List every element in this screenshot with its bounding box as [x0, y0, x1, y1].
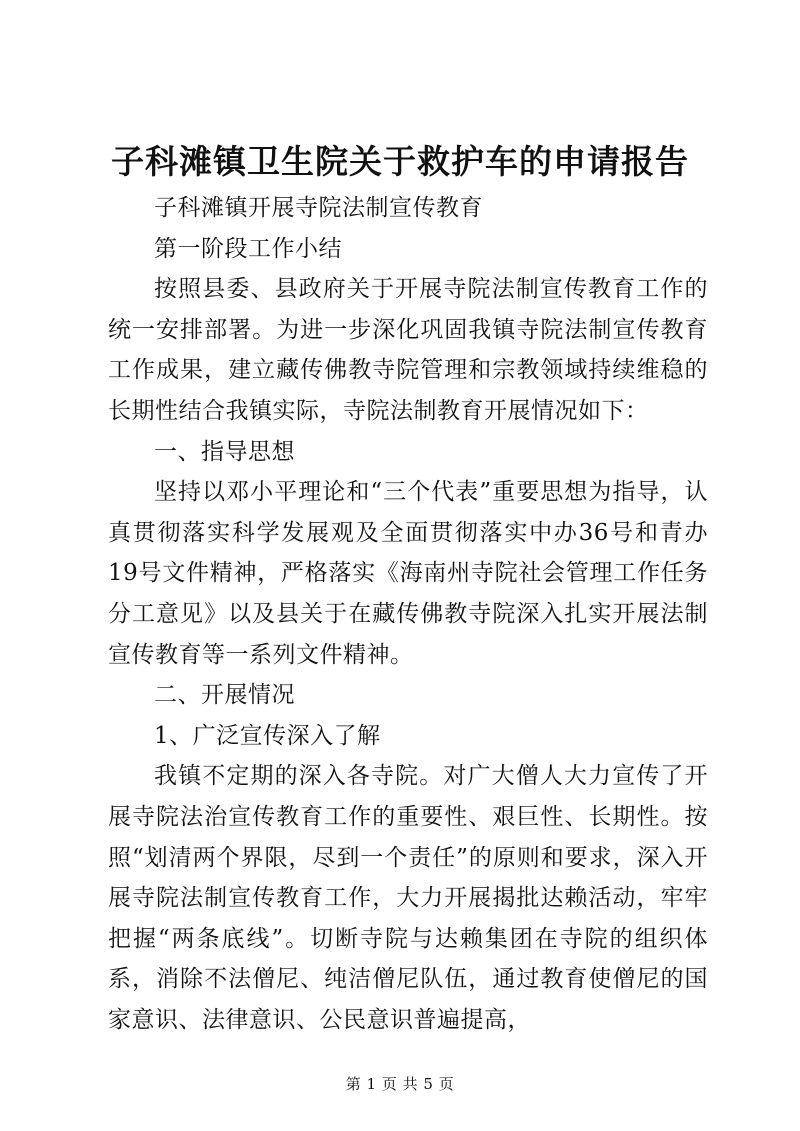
- paragraph-subtitle-line2: 第一阶段工作小结: [154, 235, 342, 262]
- page-footer: 第 1 页 共 5 页: [345, 1075, 455, 1093]
- document-title: 子科滩镇卫生院关于救护车的申请报告: [111, 142, 689, 181]
- paragraph-guiding-ideology: 坚持以邓小平理论和“三个代表”重要思想为指导，认真贯彻落实科学发展观及全面贯彻落实中办36号和青办19号文件精神，严格落实《海南州寺院社会管理工作任务分工意见》以及县关于在藏传佛教寺院深入扎实开展法制宣传教育等一系列文件精神。: [108, 479, 708, 668]
- paragraph-subtitle-line1: 子科滩镇开展寺院法制宣传教育: [154, 195, 483, 221]
- paragraph-publicity: 我镇不定期的深入各寺院。对广大僧人大力宣传了开展寺院法治宣传教育工作的重要性、艰巨性、长期性。按照“划清两个界限，尽到一个责任”的原则和要求，深入开展寺院法制宣传教育工作，大力开展揭批达赖活动，牢牢把握“两条底线”。切断寺院与达赖集团在寺院的组织体系，消除不法僧尼、纯洁僧尼队伍，通过教育使僧尼的国家意识、法律意识、公民意识普遍提高，: [108, 763, 708, 1033]
- document-body: [108, 188, 708, 1040]
- paragraph-intro: 按照县委、县政府关于开展寺院法制宣传教育工作的统一安排部署。为进一步深化巩固我镇寺院法制宣传教育工作成果，建立藏传佛教寺院管理和宗教领域持续维稳的长期性结合我镇实际，寺院法制教育开展情况如下：: [108, 276, 708, 424]
- section-heading-guiding-ideology: 一、指导思想: [154, 438, 295, 465]
- section-heading-progress: 二、开展情况: [154, 682, 295, 709]
- subsection-heading-publicity: 1、广泛宣传深入了解: [154, 722, 381, 749]
